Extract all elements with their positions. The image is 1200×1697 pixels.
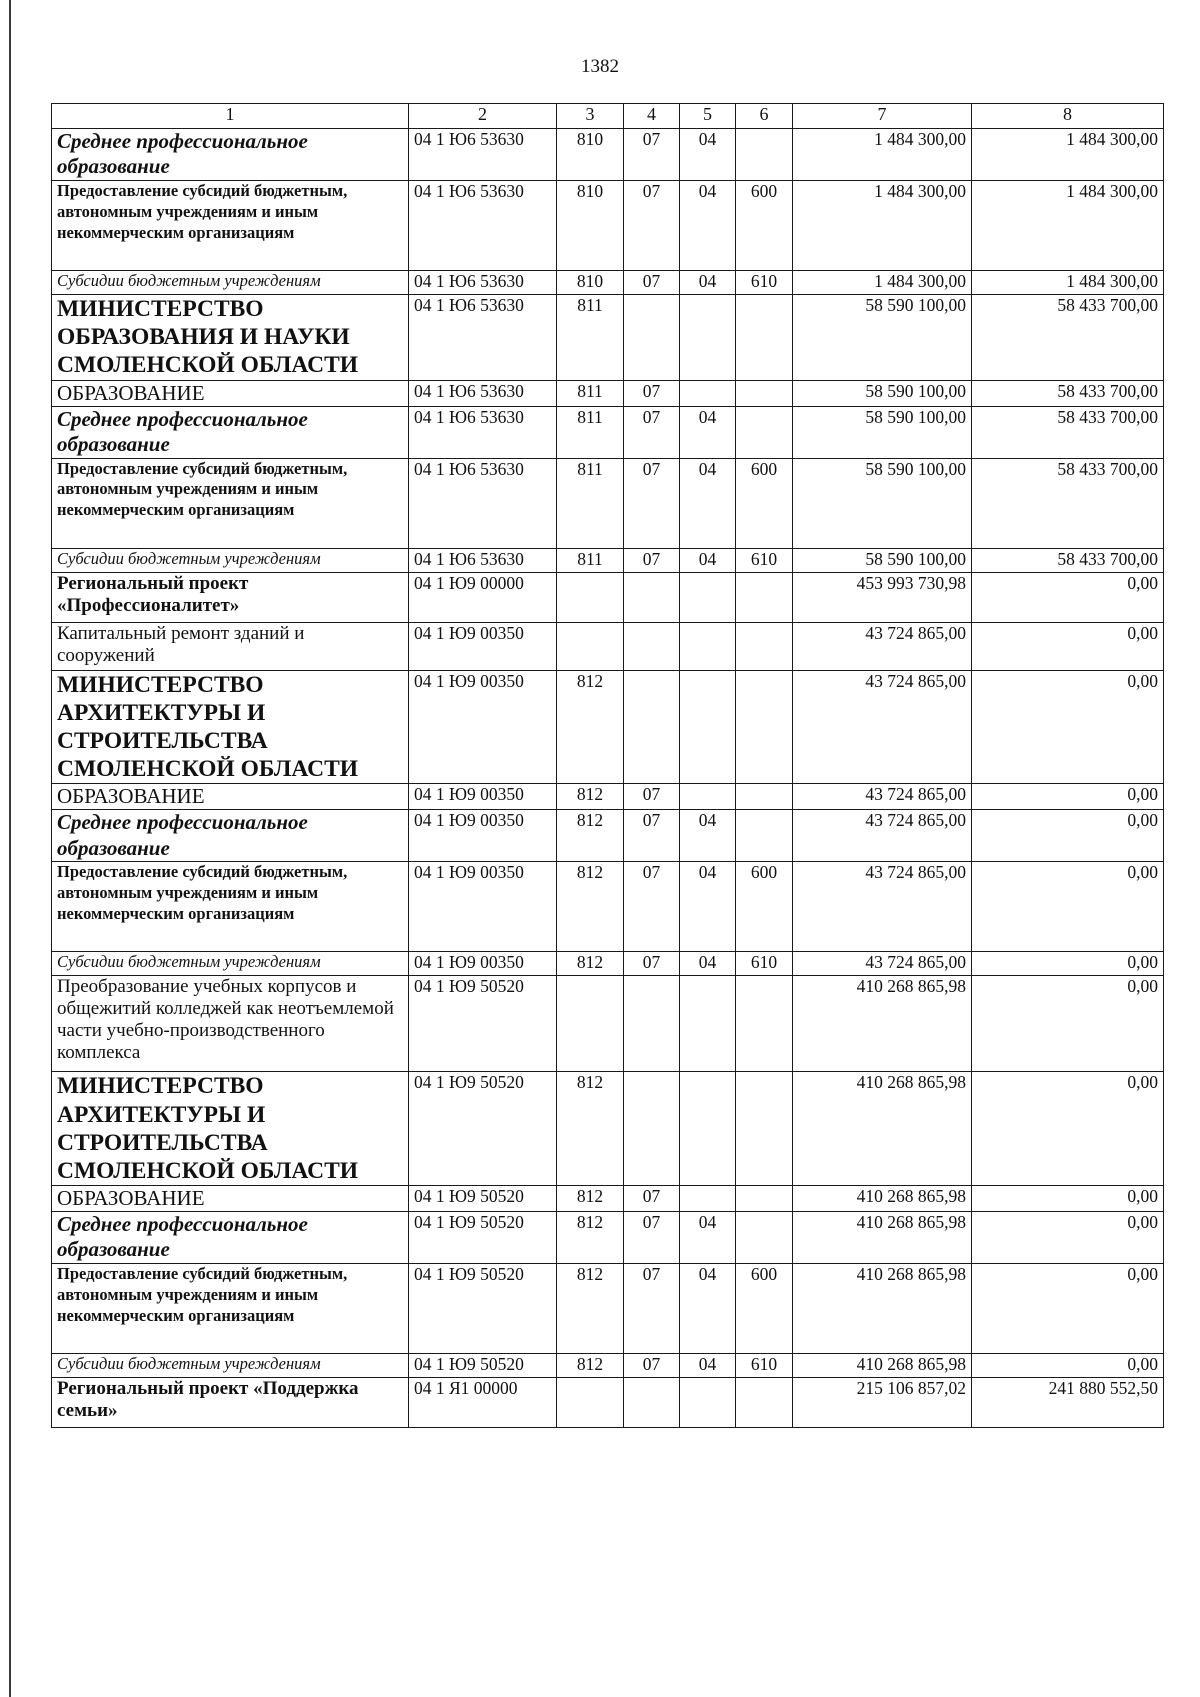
row-name: МИНИСТЕРСТВО ОБРАЗОВАНИЯ И НАУКИ СМОЛЕНСКОЙ ОБЛАСТИ	[52, 295, 409, 381]
table-row	[52, 976, 1164, 1072]
grbs-code: 810	[557, 129, 624, 181]
amount-year-2: 0,00	[972, 976, 1164, 1072]
row-name: МИНИСТЕРСТВО АРХИТЕКТУРЫ И СТРОИТЕЛЬСТВА СМОЛЕНСКОЙ ОБЛАСТИ	[52, 1072, 409, 1186]
row-name: Предоставление субсидий бюджетным, автономным учреждениям и иным некоммерческим организациям	[52, 458, 409, 548]
table-row	[52, 572, 1164, 622]
expense-type-code	[736, 572, 793, 622]
row-name: Преобразование учебных корпусов и общежитий колледжей как неотъемлемой части учебно-производственного комплекса	[52, 976, 409, 1072]
grbs-code	[557, 622, 624, 670]
amount-year-1: 43 724 865,00	[793, 810, 972, 862]
section-code: 07	[624, 1354, 680, 1378]
row-name: Субсидии бюджетным учреждениям	[52, 1354, 409, 1378]
amount-year-2: 0,00	[972, 1212, 1164, 1264]
expense-type-code	[736, 1212, 793, 1264]
row-name: Региональный проект «Поддержка семьи»	[52, 1378, 409, 1428]
target-code: 04 1 Ю9 00350	[409, 810, 557, 862]
section-code: 07	[624, 458, 680, 548]
column-header: 6	[736, 104, 793, 129]
scan-edge-line	[9, 0, 11, 1697]
row-name: ОБРАЗОВАНИЕ	[52, 1186, 409, 1212]
amount-year-1: 1 484 300,00	[793, 129, 972, 181]
amount-year-2: 58 433 700,00	[972, 548, 1164, 572]
subsection-code: 04	[680, 129, 736, 181]
expense-type-code: 610	[736, 271, 793, 295]
target-code: 04 1 Ю6 53630	[409, 181, 557, 271]
expense-type-code: 600	[736, 458, 793, 548]
expense-type-code	[736, 295, 793, 381]
column-header: 4	[624, 104, 680, 129]
section-code: 07	[624, 548, 680, 572]
subsection-code	[680, 670, 736, 784]
table-row	[52, 271, 1164, 295]
target-code: 04 1 Ю6 53630	[409, 406, 557, 458]
target-code: 04 1 Ю9 50520	[409, 976, 557, 1072]
grbs-code: 810	[557, 271, 624, 295]
row-name: Среднее профессиональное образование	[52, 129, 409, 181]
subsection-code: 04	[680, 271, 736, 295]
table-row	[52, 181, 1164, 271]
target-code: 04 1 Ю6 53630	[409, 380, 557, 406]
expense-type-code	[736, 1186, 793, 1212]
amount-year-1: 43 724 865,00	[793, 862, 972, 952]
table-row	[52, 810, 1164, 862]
table-row	[52, 862, 1164, 952]
amount-year-2: 1 484 300,00	[972, 271, 1164, 295]
target-code: 04 1 Ю9 50520	[409, 1186, 557, 1212]
section-code	[624, 572, 680, 622]
grbs-code	[557, 976, 624, 1072]
table-row	[52, 784, 1164, 810]
expense-type-code	[736, 976, 793, 1072]
subsection-code: 04	[680, 406, 736, 458]
table-row	[52, 295, 1164, 381]
amount-year-1: 58 590 100,00	[793, 548, 972, 572]
target-code: 04 1 Ю6 53630	[409, 129, 557, 181]
amount-year-1: 58 590 100,00	[793, 458, 972, 548]
amount-year-1: 410 268 865,98	[793, 976, 972, 1072]
subsection-code	[680, 1072, 736, 1186]
row-name: Субсидии бюджетным учреждениям	[52, 548, 409, 572]
amount-year-1: 453 993 730,98	[793, 572, 972, 622]
row-name: Региональный проект «Профессионалитет»	[52, 572, 409, 622]
grbs-code: 812	[557, 810, 624, 862]
section-code	[624, 1378, 680, 1428]
amount-year-1: 58 590 100,00	[793, 295, 972, 381]
expense-type-code	[736, 1378, 793, 1428]
expense-type-code: 600	[736, 1264, 793, 1354]
column-header: 7	[793, 104, 972, 129]
section-code: 07	[624, 129, 680, 181]
expense-type-code	[736, 406, 793, 458]
amount-year-1: 43 724 865,00	[793, 670, 972, 784]
grbs-code: 811	[557, 548, 624, 572]
amount-year-2: 58 433 700,00	[972, 406, 1164, 458]
amount-year-2: 0,00	[972, 1186, 1164, 1212]
expense-type-code	[736, 1072, 793, 1186]
section-code	[624, 1072, 680, 1186]
target-code: 04 1 Ю9 50520	[409, 1212, 557, 1264]
amount-year-2: 58 433 700,00	[972, 458, 1164, 548]
row-name: Предоставление субсидий бюджетным, автономным учреждениям и иным некоммерческим организациям	[52, 862, 409, 952]
grbs-code: 812	[557, 1072, 624, 1186]
subsection-code	[680, 976, 736, 1072]
row-name: Среднее профессиональное образование	[52, 810, 409, 862]
column-header: 3	[557, 104, 624, 129]
target-code: 04 1 Ю9 00000	[409, 572, 557, 622]
section-code: 07	[624, 406, 680, 458]
grbs-code: 811	[557, 295, 624, 381]
table-row	[52, 670, 1164, 784]
section-code: 07	[624, 380, 680, 406]
amount-year-1: 1 484 300,00	[793, 271, 972, 295]
section-code	[624, 295, 680, 381]
table-row	[52, 1354, 1164, 1378]
section-code: 07	[624, 862, 680, 952]
table-row	[52, 952, 1164, 976]
amount-year-2: 0,00	[972, 1072, 1164, 1186]
expense-type-code: 600	[736, 181, 793, 271]
row-name: ОБРАЗОВАНИЕ	[52, 380, 409, 406]
expense-type-code	[736, 129, 793, 181]
expense-type-code	[736, 784, 793, 810]
subsection-code: 04	[680, 810, 736, 862]
amount-year-2: 0,00	[972, 862, 1164, 952]
expense-type-code	[736, 622, 793, 670]
page-number: 1382	[581, 56, 619, 77]
amount-year-1: 410 268 865,98	[793, 1186, 972, 1212]
target-code: 04 1 Ю6 53630	[409, 295, 557, 381]
amount-year-1: 410 268 865,98	[793, 1264, 972, 1354]
target-code: 04 1 Ю9 00350	[409, 670, 557, 784]
column-header: 8	[972, 104, 1164, 129]
amount-year-2: 0,00	[972, 1264, 1164, 1354]
grbs-code: 811	[557, 406, 624, 458]
amount-year-1: 43 724 865,00	[793, 952, 972, 976]
target-code: 04 1 Ю9 50520	[409, 1354, 557, 1378]
grbs-code: 812	[557, 1264, 624, 1354]
subsection-code: 04	[680, 862, 736, 952]
grbs-code: 812	[557, 1186, 624, 1212]
amount-year-1: 410 268 865,98	[793, 1212, 972, 1264]
expense-type-code: 600	[736, 862, 793, 952]
column-header: 1	[52, 104, 409, 129]
section-code: 07	[624, 1212, 680, 1264]
expense-type-code	[736, 810, 793, 862]
row-name: Предоставление субсидий бюджетным, автономным учреждениям и иным некоммерческим организациям	[52, 1264, 409, 1354]
section-code	[624, 622, 680, 670]
section-code: 07	[624, 810, 680, 862]
amount-year-1: 43 724 865,00	[793, 622, 972, 670]
target-code: 04 1 Ю9 00350	[409, 862, 557, 952]
subsection-code: 04	[680, 181, 736, 271]
column-header: 2	[409, 104, 557, 129]
subsection-code: 04	[680, 1212, 736, 1264]
subsection-code	[680, 572, 736, 622]
table-row	[52, 1212, 1164, 1264]
grbs-code: 811	[557, 380, 624, 406]
grbs-code: 811	[557, 458, 624, 548]
row-name: Среднее профессиональное образование	[52, 1212, 409, 1264]
budget-table	[51, 103, 1164, 1428]
subsection-code	[680, 295, 736, 381]
section-code: 07	[624, 1264, 680, 1354]
table-row	[52, 380, 1164, 406]
amount-year-1: 58 590 100,00	[793, 380, 972, 406]
row-name: МИНИСТЕРСТВО АРХИТЕКТУРЫ И СТРОИТЕЛЬСТВА СМОЛЕНСКОЙ ОБЛАСТИ	[52, 670, 409, 784]
grbs-code: 810	[557, 181, 624, 271]
row-name: Капитальный ремонт зданий и сооружений	[52, 622, 409, 670]
subsection-code: 04	[680, 458, 736, 548]
table-row	[52, 1378, 1164, 1428]
target-code: 04 1 Я1 00000	[409, 1378, 557, 1428]
expense-type-code	[736, 670, 793, 784]
amount-year-2: 0,00	[972, 670, 1164, 784]
amount-year-1: 43 724 865,00	[793, 784, 972, 810]
target-code: 04 1 Ю9 00350	[409, 622, 557, 670]
grbs-code	[557, 572, 624, 622]
section-code: 07	[624, 784, 680, 810]
amount-year-1: 1 484 300,00	[793, 181, 972, 271]
table-row	[52, 406, 1164, 458]
amount-year-1: 58 590 100,00	[793, 406, 972, 458]
grbs-code: 812	[557, 670, 624, 784]
grbs-code	[557, 1378, 624, 1428]
amount-year-2: 0,00	[972, 572, 1164, 622]
target-code: 04 1 Ю9 00350	[409, 952, 557, 976]
header-row	[52, 104, 1164, 129]
section-code	[624, 976, 680, 1072]
expense-type-code	[736, 380, 793, 406]
row-name: ОБРАЗОВАНИЕ	[52, 784, 409, 810]
amount-year-1: 410 268 865,98	[793, 1072, 972, 1186]
row-name: Субсидии бюджетным учреждениям	[52, 952, 409, 976]
amount-year-1: 215 106 857,02	[793, 1378, 972, 1428]
section-code: 07	[624, 181, 680, 271]
grbs-code: 812	[557, 862, 624, 952]
amount-year-2: 0,00	[972, 784, 1164, 810]
subsection-code	[680, 380, 736, 406]
amount-year-2: 1 484 300,00	[972, 129, 1164, 181]
table-row	[52, 129, 1164, 181]
subsection-code	[680, 784, 736, 810]
row-name: Предоставление субсидий бюджетным, автономным учреждениям и иным некоммерческим организациям	[52, 181, 409, 271]
section-code: 07	[624, 271, 680, 295]
amount-year-2: 0,00	[972, 1354, 1164, 1378]
amount-year-2: 0,00	[972, 952, 1164, 976]
subsection-code: 04	[680, 1354, 736, 1378]
target-code: 04 1 Ю9 00350	[409, 784, 557, 810]
target-code: 04 1 Ю9 50520	[409, 1072, 557, 1186]
amount-year-2: 0,00	[972, 810, 1164, 862]
table-row	[52, 1186, 1164, 1212]
amount-year-2: 58 433 700,00	[972, 380, 1164, 406]
expense-type-code: 610	[736, 952, 793, 976]
table-row	[52, 622, 1164, 670]
subsection-code	[680, 622, 736, 670]
grbs-code: 812	[557, 952, 624, 976]
section-code: 07	[624, 1186, 680, 1212]
expense-type-code: 610	[736, 1354, 793, 1378]
target-code: 04 1 Ю9 50520	[409, 1264, 557, 1354]
amount-year-2: 0,00	[972, 622, 1164, 670]
target-code: 04 1 Ю6 53630	[409, 458, 557, 548]
section-code	[624, 670, 680, 784]
subsection-code: 04	[680, 952, 736, 976]
target-code: 04 1 Ю6 53630	[409, 548, 557, 572]
row-name: Субсидии бюджетным учреждениям	[52, 271, 409, 295]
subsection-code	[680, 1378, 736, 1428]
grbs-code: 812	[557, 1354, 624, 1378]
table-row	[52, 1072, 1164, 1186]
grbs-code: 812	[557, 784, 624, 810]
table-row	[52, 458, 1164, 548]
subsection-code: 04	[680, 1264, 736, 1354]
amount-year-2: 1 484 300,00	[972, 181, 1164, 271]
grbs-code: 812	[557, 1212, 624, 1264]
table-row	[52, 1264, 1164, 1354]
amount-year-2: 58 433 700,00	[972, 295, 1164, 381]
amount-year-2: 241 880 552,50	[972, 1378, 1164, 1428]
subsection-code: 04	[680, 548, 736, 572]
column-header: 5	[680, 104, 736, 129]
section-code: 07	[624, 952, 680, 976]
amount-year-1: 410 268 865,98	[793, 1354, 972, 1378]
subsection-code	[680, 1186, 736, 1212]
target-code: 04 1 Ю6 53630	[409, 271, 557, 295]
expense-type-code: 610	[736, 548, 793, 572]
row-name: Среднее профессиональное образование	[52, 406, 409, 458]
table-row	[52, 548, 1164, 572]
